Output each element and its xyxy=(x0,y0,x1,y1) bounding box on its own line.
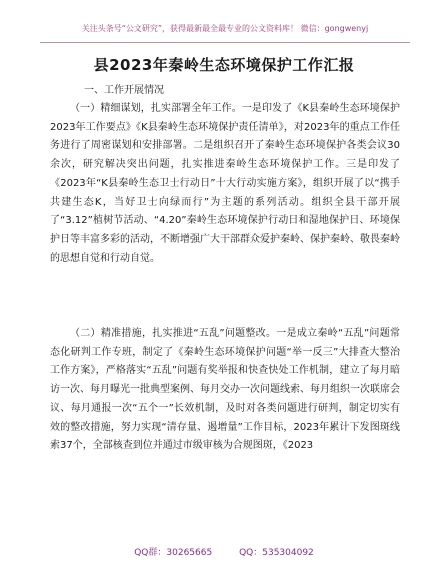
footer-qq: QQ：535304092 xyxy=(239,548,314,558)
paragraph-2: （二）精准措施，扎实推进“五乱”问题整改。一是成立秦岭“五乱”问题常态化研判工作专班，制定了《秦岭生态环境保护问题“举一反三”大排查大整治工作方案》，严格落实“五乱”问题有奖举报和快查快处工作机制，建立了每月暗访一次、每月曝光一批典型案例、每月交办一次问题线索、每月组织一次联席会议、每月通报一次“五个一”长效机制，及时对各类问题进行研判，制定切实有效的整改措施，努力实现“清存量、遏增量”工作目标，2023年累计下发图斑线索37个，全部核查到位并通过市级审核为合规图斑，《2023 xyxy=(50,328,400,452)
footer-qq-group: QQ群：30265665 xyxy=(134,548,213,558)
document-title: 县2023年秦岭生态环境保护工作汇报 xyxy=(93,56,355,74)
section-heading: 一、工作开展情况 xyxy=(84,85,164,96)
header-note: 关注头条号“公文研究”，获得最新最全最专业的公文资料库！ 微信：gongwenyj xyxy=(40,22,410,43)
paragraph-1: （一）精细谋划，扎实部署全年工作。一是印发了《K县秦岭生态环境保护2023年工作要点》《K县秦岭生态环境保护责任清单》，对2023年的重点工作任务进行了周密谋划和安排部署。二是组织召开了秦岭生态环境保护各类会议30余次，研究解决突出问题，扎实推进秦岭生态环境保护工作。三是印发了《2023年“K县秦岭生态卫士行动日”十大行动实施方案》，组织开展了以“携手共建生态K，当好卫士向绿而行”为主题的系列活动。组织全县干部开展了“3.12”植树节活动、“4.20”秦岭生态环境保护行动日和湿地保护日、环境保护日等丰富多彩的活动，不断增强广大干部群众爱护秦岭、保护秦岭、敬畏秦岭的思想自觉和行动自觉。 xyxy=(50,103,400,264)
footer xyxy=(0,545,448,558)
